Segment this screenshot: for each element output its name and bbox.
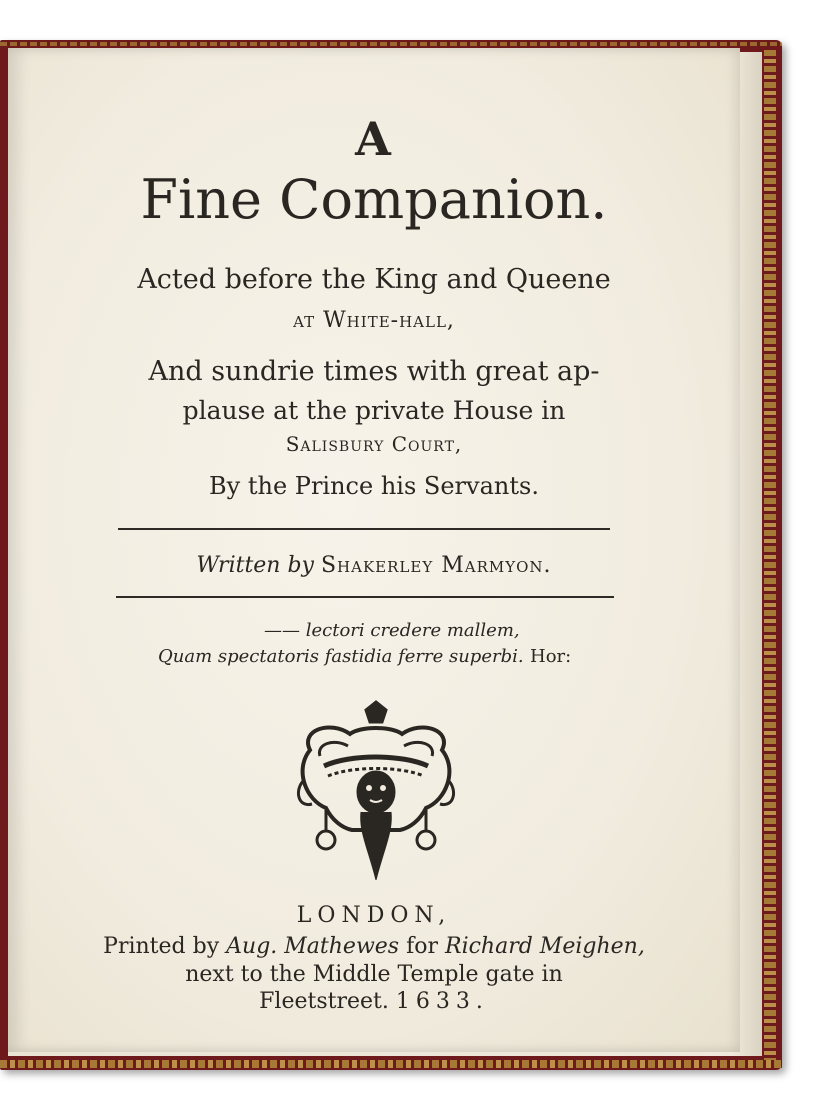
publisher-name: Richard Meighen, [445,934,645,959]
gilt-border-top [0,42,782,46]
divider-rule-bottom [116,596,614,598]
sundrie-line: And sundrie times with great ap- [148,356,600,387]
imprint-street-line [8,989,740,1014]
prince-line: By the Prince his Servants. [209,472,539,500]
gilt-border-right [764,50,776,1060]
title-main: Fine Companion. [140,168,608,231]
title-article: A [355,112,393,166]
motto-line-1: —— lectori credere mallem, [264,620,520,641]
street-name: Fleetstreet. [259,989,389,1014]
title-page [8,48,740,1052]
motto-source: Hor: [530,646,572,667]
imprint-year: 1633. [395,989,489,1014]
imprint-city: LONDON, [296,903,452,928]
gilt-border-bottom [0,1060,782,1068]
printers-ornament-mask-icon [290,700,462,880]
author-line [8,553,740,578]
for-label: for [406,934,438,959]
court-line: Salisbury Court, [285,432,463,456]
imprint-address-line: next to the Middle Temple gate in [185,962,563,987]
plause-line: plause at the private House in [182,396,566,425]
acted-line: Acted before the King and Queene [137,264,611,295]
printed-by-label: Printed by [103,934,220,959]
divider-rule-top [118,528,610,530]
motto-line-2: Quam spectatoris fastidia ferre superbi. [158,646,524,667]
author-name: Shakerley Marmyon. [320,553,552,578]
written-by-label: Written by [196,553,314,578]
venue-line: at White-hall, [293,308,455,333]
imprint-printer-line [8,934,740,959]
printer-name: Aug. Mathewes [226,934,400,959]
